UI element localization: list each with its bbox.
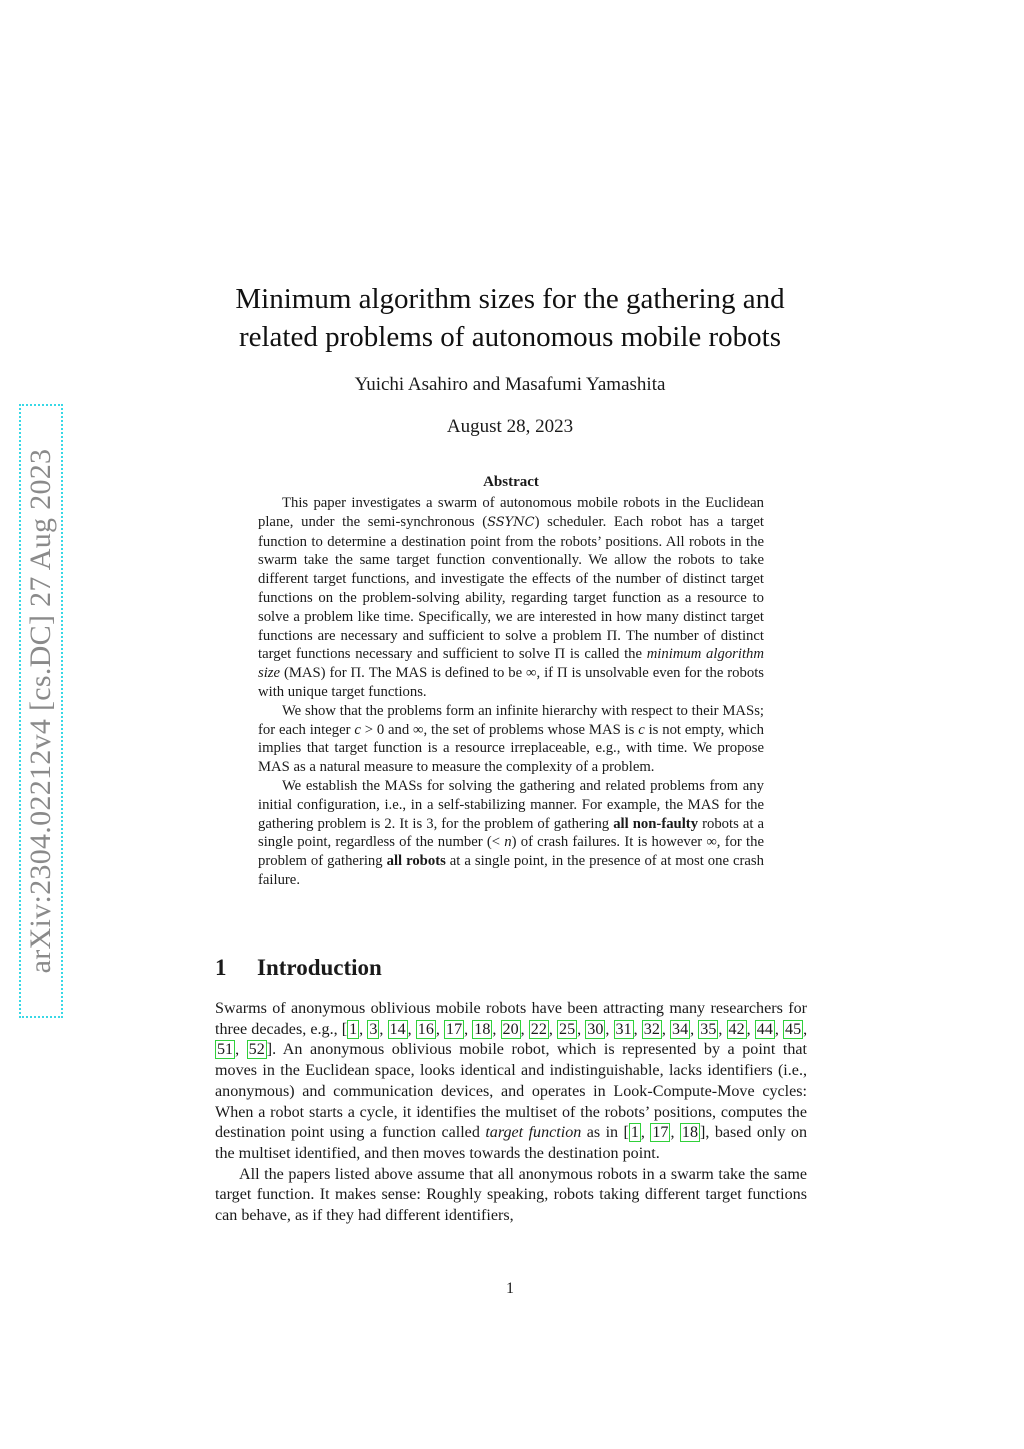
ssync-symbol: SSYNC [487, 514, 535, 530]
math-var: c [638, 721, 645, 738]
citation-link[interactable]: 17 [446, 1020, 463, 1038]
text-run: ) of crash failures. It is however ∞, for the problem of gathering [258, 834, 764, 870]
text-run: ], based only on the multiset identified, and then moves towards the destination point. [215, 1124, 808, 1162]
text-run: > 0 and ∞, the set of problems whose MAS is [360, 721, 639, 738]
citation-link[interactable]: 51 [217, 1041, 234, 1059]
title-line-1: Minimum algorithm sizes for the gathering and [235, 283, 785, 315]
section-title: Introduction [257, 955, 382, 980]
emphasis: target function [485, 1124, 582, 1142]
abstract-body [258, 494, 764, 890]
citation-link[interactable]: 1 [349, 1020, 358, 1038]
text-run: We show that the problems form an infinite hierarchy with respect to their MASs; for each integer [258, 702, 764, 738]
citation-link[interactable]: 34 [672, 1020, 689, 1038]
intro-paragraph-2: All the papers listed above assume that all anonymous robots in a swarm take the same target function. It makes sense: Roughly speaking, robots taking different target functions can behave, as if they had different identifiers, [215, 1165, 807, 1225]
citation-link[interactable]: 22 [530, 1020, 547, 1038]
introduction-body [215, 999, 807, 1227]
citation-list: 1 , 3 , 14 , 16 , 17 , 18 , 20 , 22 , 25 , 30 , 31 , 32 , 34 , 35 , 42 , 44 , 45 , 51 , 52 [217, 1020, 808, 1059]
section-heading [215, 955, 815, 981]
citation-link[interactable]: 30 [587, 1020, 604, 1038]
citation-link[interactable]: 3 [369, 1020, 378, 1038]
text-run: as in [ [581, 1124, 629, 1142]
math-var: c [354, 721, 361, 738]
citation-link[interactable]: 1 [630, 1124, 639, 1142]
text-run: ]. An anonymous oblivious mobile robot, which is represented by a point that moves in the Euclidean space, looks identical and indistinguishable, lacks identifiers (i.e., anonymous) and communication devices, and operates in Look-Compute-Move cycles: When a robot starts a cycle, it identifies the multiset of the robots’ positions, computes the destination point using a function called [215, 1041, 807, 1142]
arxiv-id: arXiv:2304.02212v4 [cs.DC] 27 Aug 2023 [24, 448, 57, 974]
citation-link[interactable]: 52 [248, 1041, 265, 1059]
text-run: at a single point, in the presence of at most one crash failure. [258, 853, 764, 888]
title-line-2: related problems of autonomous mobile robots [238, 321, 782, 353]
page-number: 1 [506, 1280, 514, 1297]
section-number: 1 [215, 955, 227, 980]
citation-list: 1 , 17 , 18 [630, 1124, 699, 1142]
citation-link[interactable]: 31 [615, 1020, 632, 1038]
bold-text: all non-faulty [613, 815, 699, 832]
authors: Yuichi Asahiro and Masafumi Yamashita [354, 374, 666, 395]
citation-link[interactable]: 18 [681, 1124, 699, 1142]
citation-link[interactable]: 17 [652, 1124, 669, 1142]
emphasis: minimum algorithm size [258, 646, 764, 682]
citation-link[interactable]: 35 [700, 1020, 717, 1038]
date: August 28, 2023 [446, 416, 574, 437]
intro-paragraph-1 [215, 999, 807, 1165]
text-run: Swarms of anonymous oblivious mobile robots have been attracting many researchers for three decades, e.g., [ [215, 1000, 807, 1038]
arxiv-stamp [19, 404, 63, 1018]
citation-link[interactable]: 14 [389, 1020, 406, 1038]
abstract-paragraph-2 [258, 702, 764, 777]
citation-link[interactable]: 45 [785, 1020, 802, 1038]
text-run: ) scheduler. Each robot has a target function to determine a destination point from the robots’ positions. All robots in the swarm take the same target function conventionally. We allow the robots to take different target functions, and investigate the effects of the number of distinct target functions on the problem-solving ability, regarding target function as a resource to solve a problem like time. Specifically, we are interested in how many distinct target functions are necessary and sufficient to solve a problem Π. The number of distinct target functions necessary and sufficient to solve Π is called the [258, 513, 764, 663]
text-run: We establish the MASs for solving the gathering and related problems from any initial configuration, i.e., in a self-stabilizing manner. For example, the MAS for the gathering problem is 2. It is 3, for the problem of gathering [258, 777, 764, 832]
abstract-heading: Abstract [483, 474, 539, 490]
abstract-paragraph-1 [258, 494, 764, 702]
text-run: is not empty, which implies that target function is a resource irreplaceable, e.g., with time. We propose MAS as a natural measure to measure the complexity of a problem. [258, 721, 764, 776]
text-run: robots at a single point, regardless of the number (< [258, 815, 765, 851]
math-var: n [504, 834, 512, 851]
citation-link[interactable]: 42 [728, 1020, 745, 1038]
citation-link[interactable]: 44 [756, 1020, 773, 1038]
citation-link[interactable]: 20 [502, 1020, 519, 1038]
abstract-paragraph-3 [258, 777, 764, 890]
text-run: (MAS) for Π. The MAS is defined to be ∞, if Π is unsolvable even for the robots with unique target functions. [258, 665, 764, 700]
citation-link[interactable]: 18 [474, 1020, 491, 1038]
paper-title [170, 280, 850, 356]
text-run: This paper investigates a swarm of autonomous mobile robots in the Euclidean plane, under the semi-synchronous ( [258, 495, 764, 530]
citation-link[interactable]: 32 [643, 1020, 660, 1038]
citation-link[interactable]: 25 [559, 1020, 576, 1038]
bold-text: all robots [386, 853, 446, 870]
citation-link[interactable]: 16 [417, 1020, 434, 1038]
